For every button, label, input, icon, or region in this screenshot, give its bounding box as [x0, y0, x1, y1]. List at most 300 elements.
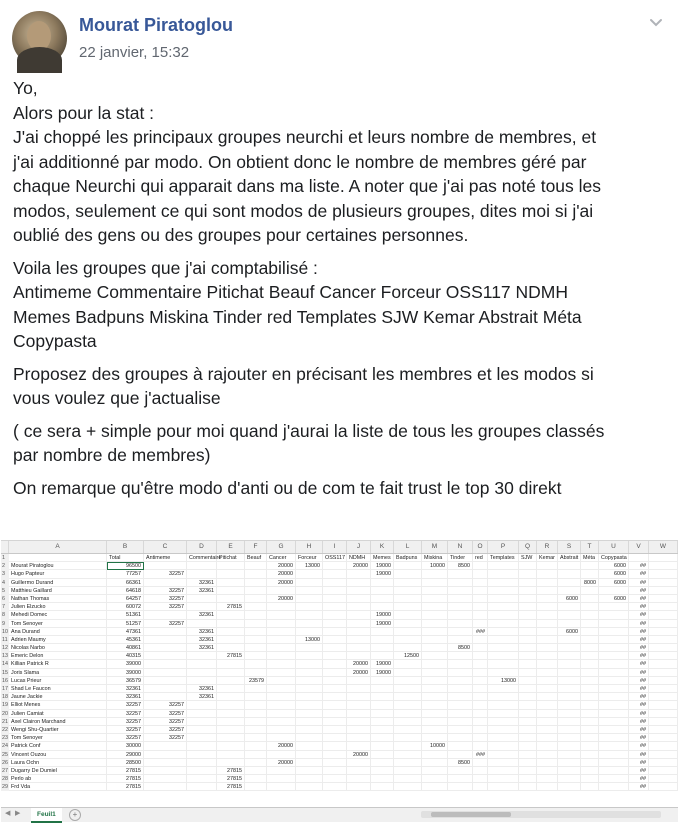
- table-cell[interactable]: [394, 628, 422, 636]
- table-cell[interactable]: [371, 759, 394, 767]
- table-cell[interactable]: [649, 562, 678, 570]
- table-cell[interactable]: [488, 595, 519, 603]
- table-cell[interactable]: [581, 677, 599, 685]
- table-cell[interactable]: [537, 677, 558, 685]
- row-number[interactable]: 19: [2, 702, 8, 709]
- prev-sheet-icon[interactable]: ◀: [5, 810, 11, 817]
- table-cell[interactable]: [473, 759, 488, 767]
- table-cell[interactable]: 19000: [371, 611, 394, 619]
- table-cell[interactable]: Julien Camiat: [9, 710, 107, 718]
- table-cell[interactable]: [537, 636, 558, 644]
- table-cell[interactable]: Miskina: [422, 554, 448, 562]
- table-cell[interactable]: [217, 685, 245, 693]
- table-cell[interactable]: [267, 644, 296, 652]
- table-cell[interactable]: [245, 693, 267, 701]
- table-cell[interactable]: [537, 628, 558, 636]
- table-cell[interactable]: ##: [629, 579, 649, 587]
- table-cell[interactable]: [599, 620, 629, 628]
- table-cell[interactable]: Mehedi Domec: [9, 611, 107, 619]
- table-cell[interactable]: ##: [629, 693, 649, 701]
- table-cell[interactable]: [581, 611, 599, 619]
- table-cell[interactable]: [581, 710, 599, 718]
- table-cell[interactable]: 10000: [422, 562, 448, 570]
- table-cell[interactable]: [394, 644, 422, 652]
- table-cell[interactable]: ##: [629, 767, 649, 775]
- table-cell[interactable]: [187, 759, 217, 767]
- table-cell[interactable]: [144, 660, 187, 668]
- table-cell[interactable]: [144, 685, 187, 693]
- table-cell[interactable]: 64257: [107, 595, 144, 603]
- table-cell[interactable]: [217, 677, 245, 685]
- table-cell[interactable]: 32257: [144, 570, 187, 578]
- table-cell[interactable]: [347, 644, 371, 652]
- table-cell[interactable]: [144, 759, 187, 767]
- table-cell[interactable]: [537, 595, 558, 603]
- table-cell[interactable]: 27815: [107, 783, 144, 791]
- table-cell[interactable]: [296, 595, 323, 603]
- table-cell[interactable]: [581, 693, 599, 701]
- table-cell[interactable]: [323, 570, 347, 578]
- table-cell[interactable]: Tom Senoyer: [9, 734, 107, 742]
- column-header[interactable]: W: [649, 541, 678, 553]
- table-cell[interactable]: [422, 644, 448, 652]
- table-cell[interactable]: [448, 570, 473, 578]
- table-cell[interactable]: [394, 636, 422, 644]
- table-cell[interactable]: 47361: [107, 628, 144, 636]
- table-cell[interactable]: 40315: [107, 652, 144, 660]
- table-cell[interactable]: [581, 652, 599, 660]
- table-cell[interactable]: [599, 660, 629, 668]
- table-cell[interactable]: 32257: [107, 726, 144, 734]
- table-cell[interactable]: 51361: [107, 611, 144, 619]
- table-cell[interactable]: [488, 603, 519, 611]
- column-header[interactable]: N: [448, 541, 473, 553]
- table-cell[interactable]: [649, 726, 678, 734]
- table-cell[interactable]: ##: [629, 685, 649, 693]
- table-cell[interactable]: [558, 751, 581, 759]
- table-cell[interactable]: [323, 628, 347, 636]
- table-cell[interactable]: [422, 611, 448, 619]
- table-cell[interactable]: ##: [629, 701, 649, 709]
- table-cell[interactable]: [649, 767, 678, 775]
- table-cell[interactable]: [448, 693, 473, 701]
- table-cell[interactable]: [422, 701, 448, 709]
- table-cell[interactable]: 32257: [107, 710, 144, 718]
- table-cell[interactable]: [144, 783, 187, 791]
- table-cell[interactable]: Jaune Jackie: [9, 693, 107, 701]
- table-cell[interactable]: [649, 628, 678, 636]
- table-cell[interactable]: 8500: [448, 759, 473, 767]
- table-cell[interactable]: Matthieu Gaillard: [9, 587, 107, 595]
- table-cell[interactable]: [649, 759, 678, 767]
- table-cell[interactable]: [519, 611, 537, 619]
- table-cell[interactable]: [473, 603, 488, 611]
- table-cell[interactable]: [245, 759, 267, 767]
- table-cell[interactable]: [488, 767, 519, 775]
- table-cell[interactable]: [144, 742, 187, 750]
- table-cell[interactable]: [422, 767, 448, 775]
- table-cell[interactable]: [245, 570, 267, 578]
- table-cell[interactable]: 19000: [371, 570, 394, 578]
- table-cell[interactable]: [448, 701, 473, 709]
- table-cell[interactable]: [537, 685, 558, 693]
- table-cell[interactable]: [448, 677, 473, 685]
- table-cell[interactable]: [296, 603, 323, 611]
- table-cell[interactable]: [558, 611, 581, 619]
- table-cell[interactable]: [581, 726, 599, 734]
- table-cell[interactable]: [144, 628, 187, 636]
- table-cell[interactable]: [448, 718, 473, 726]
- table-cell[interactable]: [323, 685, 347, 693]
- table-cell[interactable]: [599, 685, 629, 693]
- table-cell[interactable]: [267, 783, 296, 791]
- table-cell[interactable]: [558, 685, 581, 693]
- table-cell[interactable]: 32361: [107, 685, 144, 693]
- table-cell[interactable]: [448, 783, 473, 791]
- table-cell[interactable]: [519, 685, 537, 693]
- table-cell[interactable]: [245, 620, 267, 628]
- table-cell[interactable]: [394, 669, 422, 677]
- table-cell[interactable]: 8500: [448, 644, 473, 652]
- scroll-thumb[interactable]: [431, 812, 511, 817]
- table-cell[interactable]: [519, 669, 537, 677]
- table-cell[interactable]: [629, 554, 649, 562]
- table-cell[interactable]: [448, 726, 473, 734]
- table-cell[interactable]: 27815: [217, 767, 245, 775]
- table-cell[interactable]: [371, 595, 394, 603]
- table-cell[interactable]: Axel Clairon Marchand: [9, 718, 107, 726]
- table-cell[interactable]: [473, 579, 488, 587]
- table-cell[interactable]: [519, 587, 537, 595]
- table-cell[interactable]: [519, 660, 537, 668]
- table-cell[interactable]: [599, 726, 629, 734]
- row-number[interactable]: 9: [1, 620, 9, 628]
- table-cell[interactable]: [371, 734, 394, 742]
- table-cell[interactable]: [473, 767, 488, 775]
- table-cell[interactable]: Abstrait: [558, 554, 581, 562]
- table-cell[interactable]: [347, 677, 371, 685]
- table-cell[interactable]: [267, 628, 296, 636]
- table-cell[interactable]: [448, 767, 473, 775]
- table-cell[interactable]: [599, 742, 629, 750]
- table-cell[interactable]: [488, 669, 519, 677]
- table-cell[interactable]: 13000: [488, 677, 519, 685]
- select-all-corner[interactable]: [1, 541, 9, 553]
- row-number[interactable]: 23: [2, 735, 8, 742]
- table-cell[interactable]: [394, 775, 422, 783]
- table-cell[interactable]: [323, 620, 347, 628]
- table-cell[interactable]: [245, 579, 267, 587]
- table-cell[interactable]: [581, 669, 599, 677]
- table-cell[interactable]: ##: [629, 660, 649, 668]
- table-cell[interactable]: [371, 742, 394, 750]
- table-cell[interactable]: [394, 751, 422, 759]
- row-number[interactable]: 12: [2, 645, 8, 652]
- table-cell[interactable]: 32257: [107, 734, 144, 742]
- table-cell[interactable]: [558, 742, 581, 750]
- table-cell[interactable]: [323, 734, 347, 742]
- column-header[interactable]: I: [323, 541, 347, 553]
- table-cell[interactable]: [473, 693, 488, 701]
- table-cell[interactable]: [296, 734, 323, 742]
- table-cell[interactable]: [187, 677, 217, 685]
- table-cell[interactable]: Pitichat: [217, 554, 245, 562]
- table-cell[interactable]: [448, 620, 473, 628]
- table-cell[interactable]: [187, 718, 217, 726]
- table-cell[interactable]: [267, 611, 296, 619]
- table-cell[interactable]: [245, 562, 267, 570]
- table-cell[interactable]: [649, 587, 678, 595]
- table-cell[interactable]: [323, 742, 347, 750]
- table-cell[interactable]: 19000: [371, 562, 394, 570]
- table-cell[interactable]: [245, 726, 267, 734]
- table-cell[interactable]: ##: [629, 644, 649, 652]
- table-cell[interactable]: [245, 595, 267, 603]
- table-cell[interactable]: [558, 562, 581, 570]
- table-cell[interactable]: [537, 742, 558, 750]
- table-cell[interactable]: [323, 767, 347, 775]
- table-cell[interactable]: [488, 742, 519, 750]
- table-cell[interactable]: [581, 636, 599, 644]
- table-cell[interactable]: [581, 570, 599, 578]
- table-cell[interactable]: 20000: [267, 595, 296, 603]
- table-cell[interactable]: [599, 636, 629, 644]
- table-cell[interactable]: [649, 595, 678, 603]
- table-cell[interactable]: ##: [629, 620, 649, 628]
- table-cell[interactable]: 32257: [144, 701, 187, 709]
- table-cell[interactable]: 64618: [107, 587, 144, 595]
- table-cell[interactable]: [649, 620, 678, 628]
- table-cell[interactable]: [649, 783, 678, 791]
- table-cell[interactable]: [473, 726, 488, 734]
- table-cell[interactable]: [217, 710, 245, 718]
- table-cell[interactable]: [347, 579, 371, 587]
- table-cell[interactable]: 32361: [187, 628, 217, 636]
- table-cell[interactable]: [448, 587, 473, 595]
- table-cell[interactable]: [323, 775, 347, 783]
- table-cell[interactable]: [245, 611, 267, 619]
- table-cell[interactable]: [267, 636, 296, 644]
- table-cell[interactable]: [599, 710, 629, 718]
- table-cell[interactable]: [267, 718, 296, 726]
- table-cell[interactable]: Julien Elzucko: [9, 603, 107, 611]
- table-cell[interactable]: [473, 718, 488, 726]
- table-cell[interactable]: 27815: [107, 775, 144, 783]
- table-cell[interactable]: 32257: [144, 587, 187, 595]
- table-cell[interactable]: OSS117: [323, 554, 347, 562]
- table-cell[interactable]: [558, 775, 581, 783]
- row-number[interactable]: 7: [1, 603, 9, 611]
- table-cell[interactable]: Memes: [371, 554, 394, 562]
- table-cell[interactable]: 30000: [107, 742, 144, 750]
- table-cell[interactable]: [558, 636, 581, 644]
- table-cell[interactable]: [296, 628, 323, 636]
- table-cell[interactable]: [558, 652, 581, 660]
- table-cell[interactable]: [245, 718, 267, 726]
- row-number[interactable]: 21: [2, 718, 8, 725]
- column-header[interactable]: V: [629, 541, 649, 553]
- table-cell[interactable]: [347, 775, 371, 783]
- column-header[interactable]: T: [581, 541, 599, 553]
- table-cell[interactable]: [371, 628, 394, 636]
- table-cell[interactable]: [473, 636, 488, 644]
- table-cell[interactable]: Emeric Delon: [9, 652, 107, 660]
- table-cell[interactable]: Joris Slama: [9, 669, 107, 677]
- table-cell[interactable]: [267, 669, 296, 677]
- table-cell[interactable]: [347, 628, 371, 636]
- table-cell[interactable]: 8500: [448, 562, 473, 570]
- table-cell[interactable]: Copypasta: [599, 554, 629, 562]
- table-cell[interactable]: [422, 685, 448, 693]
- row-number[interactable]: 25: [2, 751, 8, 758]
- table-cell[interactable]: [581, 742, 599, 750]
- table-cell[interactable]: [519, 726, 537, 734]
- table-cell[interactable]: [488, 701, 519, 709]
- table-cell[interactable]: [558, 759, 581, 767]
- table-cell[interactable]: ##: [629, 783, 649, 791]
- table-cell[interactable]: [473, 587, 488, 595]
- table-cell[interactable]: 20000: [347, 660, 371, 668]
- table-cell[interactable]: [323, 603, 347, 611]
- table-cell[interactable]: [473, 644, 488, 652]
- table-cell[interactable]: [448, 660, 473, 668]
- table-cell[interactable]: [144, 775, 187, 783]
- table-cell[interactable]: [394, 620, 422, 628]
- column-header[interactable]: M: [422, 541, 448, 553]
- table-cell[interactable]: ##: [629, 677, 649, 685]
- table-cell[interactable]: [187, 783, 217, 791]
- table-cell[interactable]: [267, 620, 296, 628]
- table-cell[interactable]: [245, 603, 267, 611]
- table-cell[interactable]: [323, 718, 347, 726]
- table-cell[interactable]: 19000: [371, 620, 394, 628]
- table-cell[interactable]: 36579: [107, 677, 144, 685]
- table-cell[interactable]: [422, 579, 448, 587]
- table-cell[interactable]: [245, 652, 267, 660]
- table-cell[interactable]: [296, 660, 323, 668]
- table-cell[interactable]: [347, 718, 371, 726]
- table-cell[interactable]: [558, 620, 581, 628]
- table-cell[interactable]: [558, 701, 581, 709]
- table-cell[interactable]: [323, 726, 347, 734]
- table-cell[interactable]: [323, 587, 347, 595]
- table-cell[interactable]: [217, 669, 245, 677]
- table-cell[interactable]: [488, 620, 519, 628]
- table-cell[interactable]: [488, 759, 519, 767]
- table-cell[interactable]: [296, 669, 323, 677]
- table-cell[interactable]: [488, 751, 519, 759]
- table-cell[interactable]: [649, 611, 678, 619]
- table-cell[interactable]: Hugo Papteur: [9, 570, 107, 578]
- table-cell[interactable]: [422, 595, 448, 603]
- table-cell[interactable]: [323, 562, 347, 570]
- table-cell[interactable]: [422, 620, 448, 628]
- table-cell[interactable]: [296, 620, 323, 628]
- table-cell[interactable]: [217, 660, 245, 668]
- table-cell[interactable]: [245, 734, 267, 742]
- table-cell[interactable]: [519, 620, 537, 628]
- table-cell[interactable]: Tinder: [448, 554, 473, 562]
- table-cell[interactable]: 32361: [187, 579, 217, 587]
- table-cell[interactable]: [217, 644, 245, 652]
- table-cell[interactable]: [296, 693, 323, 701]
- table-cell[interactable]: [473, 775, 488, 783]
- table-cell[interactable]: [394, 587, 422, 595]
- table-cell[interactable]: [187, 710, 217, 718]
- table-cell[interactable]: [217, 726, 245, 734]
- table-cell[interactable]: ##: [629, 587, 649, 595]
- table-cell[interactable]: Shad Le Faucon: [9, 685, 107, 693]
- column-header[interactable]: F: [245, 541, 267, 553]
- table-cell[interactable]: 6000: [599, 570, 629, 578]
- table-cell[interactable]: [649, 570, 678, 578]
- row-number[interactable]: 16: [2, 677, 8, 684]
- table-cell[interactable]: [347, 685, 371, 693]
- table-cell[interactable]: [371, 644, 394, 652]
- table-cell[interactable]: [323, 693, 347, 701]
- table-cell[interactable]: [187, 595, 217, 603]
- table-cell[interactable]: [581, 759, 599, 767]
- table-cell[interactable]: [323, 611, 347, 619]
- table-cell[interactable]: [217, 636, 245, 644]
- table-cell[interactable]: [371, 587, 394, 595]
- table-cell[interactable]: [267, 677, 296, 685]
- table-cell[interactable]: Killian Patrick R: [9, 660, 107, 668]
- table-cell[interactable]: 28500: [107, 759, 144, 767]
- table-cell[interactable]: [599, 677, 629, 685]
- table-cell[interactable]: [649, 693, 678, 701]
- table-cell[interactable]: 6000: [599, 579, 629, 587]
- table-cell[interactable]: [394, 595, 422, 603]
- table-cell[interactable]: [323, 751, 347, 759]
- table-cell[interactable]: [537, 603, 558, 611]
- sheet-tab[interactable]: Feuil1: [31, 808, 62, 823]
- table-cell[interactable]: [267, 603, 296, 611]
- table-cell[interactable]: ##: [629, 652, 649, 660]
- table-cell[interactable]: [323, 783, 347, 791]
- table-cell[interactable]: 45361: [107, 636, 144, 644]
- table-cell[interactable]: [217, 718, 245, 726]
- table-cell[interactable]: [394, 701, 422, 709]
- table-cell[interactable]: 20000: [267, 562, 296, 570]
- table-cell[interactable]: 32257: [144, 710, 187, 718]
- table-cell[interactable]: [323, 710, 347, 718]
- table-cell[interactable]: [323, 579, 347, 587]
- table-cell[interactable]: [9, 554, 107, 562]
- table-cell[interactable]: [245, 628, 267, 636]
- table-cell[interactable]: [347, 701, 371, 709]
- table-cell[interactable]: [371, 693, 394, 701]
- table-cell[interactable]: 32257: [144, 726, 187, 734]
- table-cell[interactable]: [371, 751, 394, 759]
- table-cell[interactable]: [394, 570, 422, 578]
- table-cell[interactable]: [187, 775, 217, 783]
- table-cell[interactable]: [296, 611, 323, 619]
- table-cell[interactable]: [537, 587, 558, 595]
- table-cell[interactable]: [519, 767, 537, 775]
- table-cell[interactable]: 19000: [371, 669, 394, 677]
- table-cell[interactable]: [473, 652, 488, 660]
- table-cell[interactable]: [519, 718, 537, 726]
- table-cell[interactable]: [519, 751, 537, 759]
- table-cell[interactable]: [371, 718, 394, 726]
- table-cell[interactable]: [581, 562, 599, 570]
- table-cell[interactable]: [599, 775, 629, 783]
- table-cell[interactable]: 27815: [217, 652, 245, 660]
- table-cell[interactable]: [296, 587, 323, 595]
- table-cell[interactable]: [245, 775, 267, 783]
- table-cell[interactable]: [581, 644, 599, 652]
